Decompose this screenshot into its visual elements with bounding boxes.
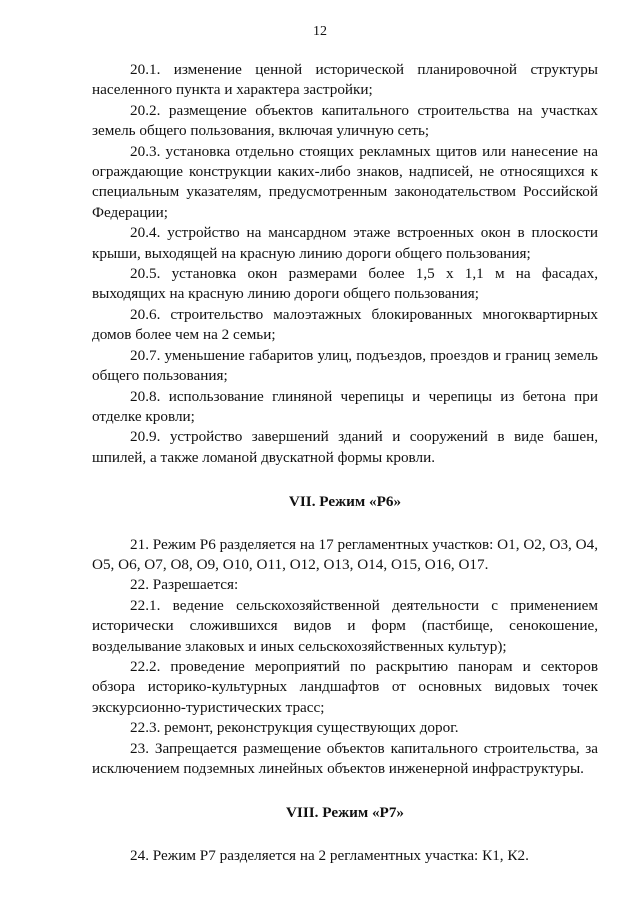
item-23: 23. Запрещается размещение объектов капитального строительства, за исключением подземных линейных объектов инженерной инфраструктуры. <box>92 739 598 777</box>
page-number: 12 <box>313 24 327 39</box>
section-heading-viii: VIII. Режим «Р7» <box>285 804 405 822</box>
item-22: 22. Разрешается: <box>130 576 239 594</box>
section-heading-vii: VII. Режим «Р6» <box>288 493 402 511</box>
item-20-2: 20.2. размещение объектов капитального строительства на участках земель общего пользования, включая уличную сеть; <box>92 101 598 140</box>
item-20-1: 20.1. изменение ценной исторической планировочной структуры населенного пункта и характера застройки; <box>92 61 598 99</box>
item-24: 24. Режим Р7 разделяется на 2 регламентных участка: К1, К2. <box>130 846 529 864</box>
item-22-1: 22.1. ведение сельскохозяйственной деятельности с применением исторически сложившихся видов и форм (пастбище, сенокошение, возделывание злаковых и иных сельскохозяйственных культур); <box>92 596 598 655</box>
item-20-6: 20.6. строительство малоэтажных блокированных многоквартирных домов более чем на 2 семьи; <box>92 305 598 344</box>
item-20-9: 20.9. устройство завершений зданий и сооружений в виде башен, шпилей, а также ломаной двускатной формы кровли. <box>92 428 598 466</box>
document-body <box>92 60 598 866</box>
item-20-7: 20.7. уменьшение габаритов улиц, подъездов, проездов и границ земель общего пользования; <box>92 346 598 385</box>
item-20-5: 20.5. установка окон размерами более 1,5 х 1,1 м на фасадах, выходящих на красную линию дороги общего пользования; <box>92 265 598 303</box>
item-20-4: 20.4. устройство на мансардном этаже встроенных окон в плоскости крыши, выходящей на красную линию дороги общего пользования; <box>92 224 598 262</box>
item-22-3: 22.3. ремонт, реконструкция существующих дорог. <box>130 719 459 737</box>
item-22-2: 22.2. проведение мероприятий по раскрытию панорам и секторов обзора историко-культурных ландшафтов от основных видовых точек экскурсионно-туристических трасс; <box>92 657 598 716</box>
item-20-3: 20.3. установка отдельно стоящих рекламных щитов или нанесение на ограждающие конструкции каких-либо знаков, надписей, не относящихся к специальным указателям, предусмотренным законодательством Российской Федерации; <box>92 142 598 221</box>
item-20-8: 20.8. использование глиняной черепицы и черепицы из бетона при отделке кровли; <box>92 387 598 425</box>
item-21: 21. Режим Р6 разделяется на 17 регламентных участков: О1, О2, О3, О4, О5, О6, О7, О8, О9, О10, О11, О12, О13, О14, О15, О16, О17. <box>92 535 598 573</box>
